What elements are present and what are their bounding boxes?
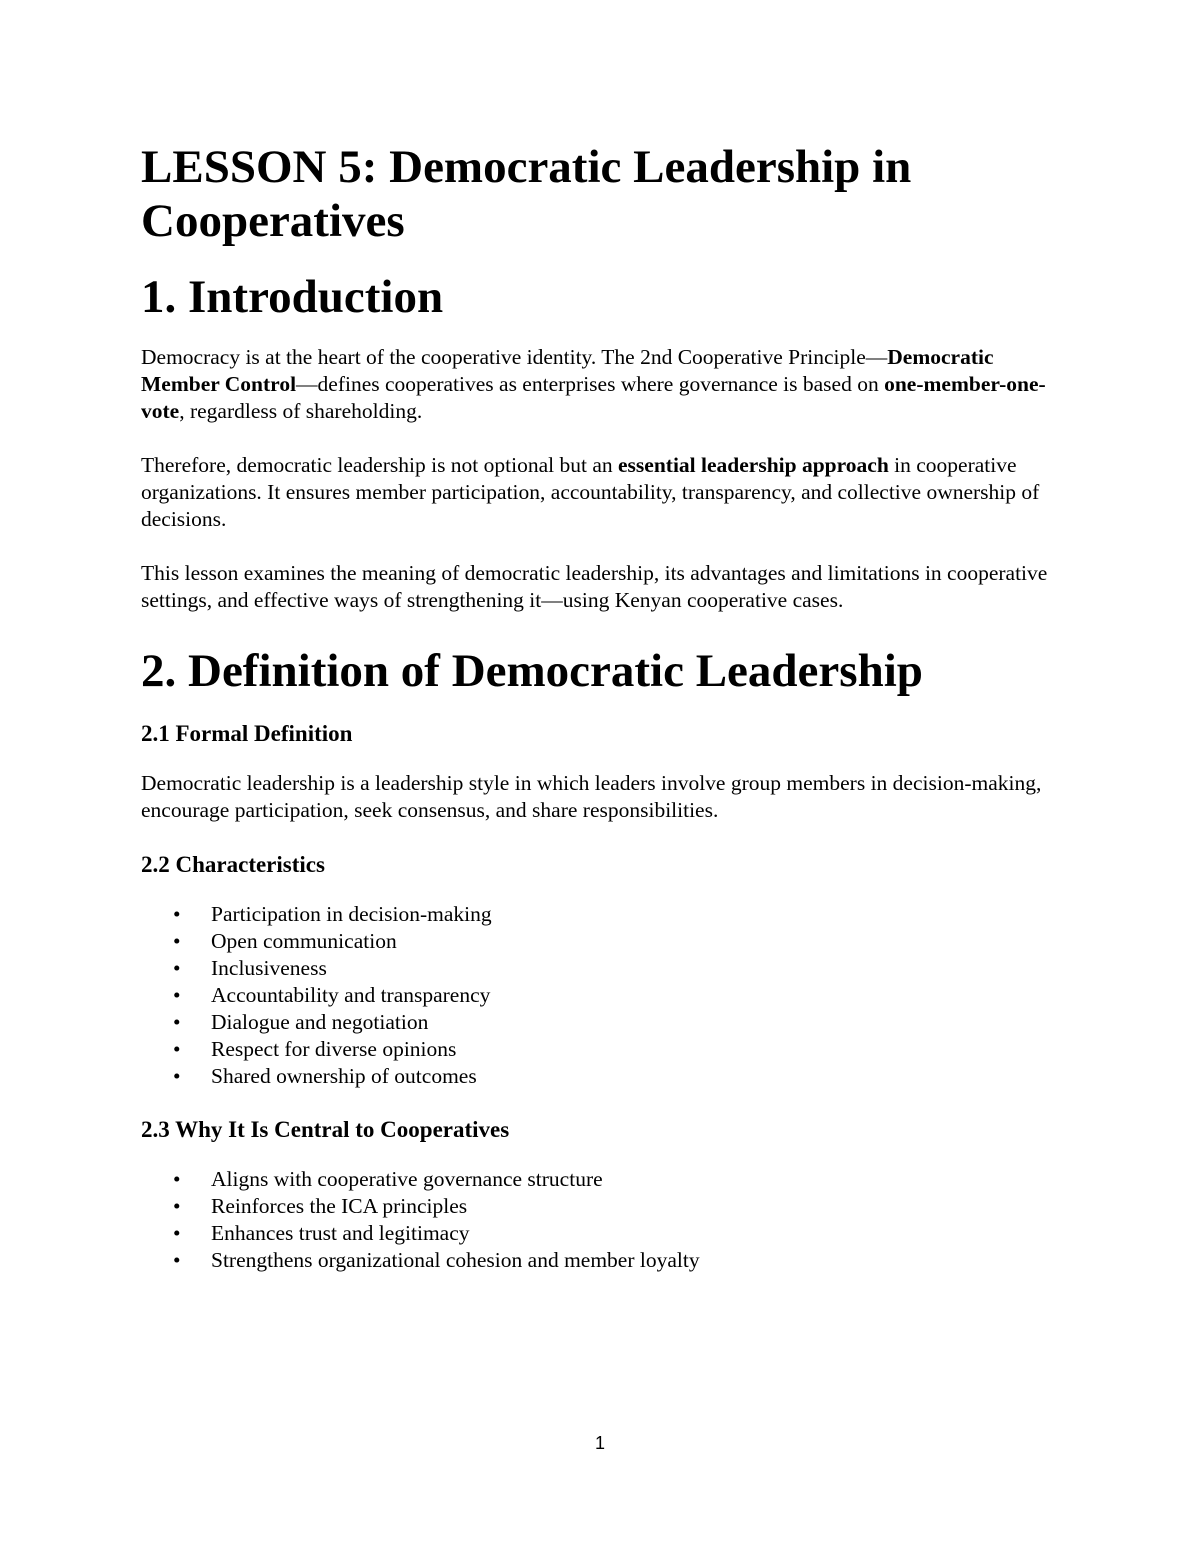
intro-paragraph-1: [141, 344, 1061, 425]
list-item: • Enhances trust and legitimacy: [141, 1220, 1061, 1247]
section-heading-introduction: 1. Introduction: [141, 271, 444, 323]
list-item: • Aligns with cooperative governance structure: [141, 1166, 1061, 1193]
why-central-list: [141, 1166, 1061, 1274]
list-item: • Inclusiveness: [141, 955, 1061, 982]
subsection-heading-formal-definition: 2.1 Formal Definition: [141, 721, 353, 746]
subsection-heading-why-central: 2.3 Why It Is Central to Cooperatives: [141, 1117, 510, 1142]
intro-p2-bold-1: essential leadership approach: [618, 453, 889, 477]
list-item: • Open communication: [141, 928, 1061, 955]
list-item: • Strengthens organizational cohesion and member loyalty: [141, 1247, 1061, 1274]
document-title: LESSON 5: Democratic Leadership in Cooperatives: [141, 141, 912, 247]
list-item: • Shared ownership of outcomes: [141, 1063, 1061, 1090]
list-item: • Dialogue and negotiation: [141, 1009, 1061, 1036]
list-item: • Reinforces the ICA principles: [141, 1193, 1061, 1220]
section-heading-definition: 2. Definition of Democratic Leadership: [141, 645, 923, 697]
list-item: • Participation in decision-making: [141, 901, 1061, 928]
intro-p1-bold-1: Democratic Member Control: [141, 345, 994, 396]
intro-p1-bold-2: one-member-one-vote: [141, 372, 1046, 423]
intro-p1-text-1: Democracy is at the heart of the cooperative identity. The 2nd Cooperative Principle—: [141, 345, 888, 369]
intro-paragraph-3: This lesson examines the meaning of democratic leadership, its advantages and limitations in cooperative settings, and effective ways of strengthening it—using Kenyan cooperative cases.: [141, 561, 1048, 612]
intro-p2-text-1: Therefore, democratic leadership is not optional but an: [141, 453, 619, 477]
intro-p1-text-3: , regardless of shareholding.: [179, 399, 423, 423]
list-item: • Accountability and transparency: [141, 982, 1061, 1009]
subsection-heading-characteristics: 2.2 Characteristics: [141, 852, 325, 877]
intro-paragraph-2: [141, 452, 1061, 533]
characteristics-list: [141, 901, 1061, 1090]
list-item: • Respect for diverse opinions: [141, 1036, 1061, 1063]
page-content: [141, 140, 1061, 1300]
formal-definition-paragraph: Democratic leadership is a leadership style in which leaders involve group members in decision-making, encourage participation, seek consensus, and share responsibilities.: [141, 771, 1042, 822]
page-number: 1: [594, 1433, 605, 1453]
intro-p2-text-2: in cooperative organizations. It ensures member participation, accountability, transparency, and collective ownership of decisions.: [141, 453, 1040, 531]
intro-p1-text-2: —defines cooperatives as enterprises where governance is based on: [296, 372, 885, 396]
